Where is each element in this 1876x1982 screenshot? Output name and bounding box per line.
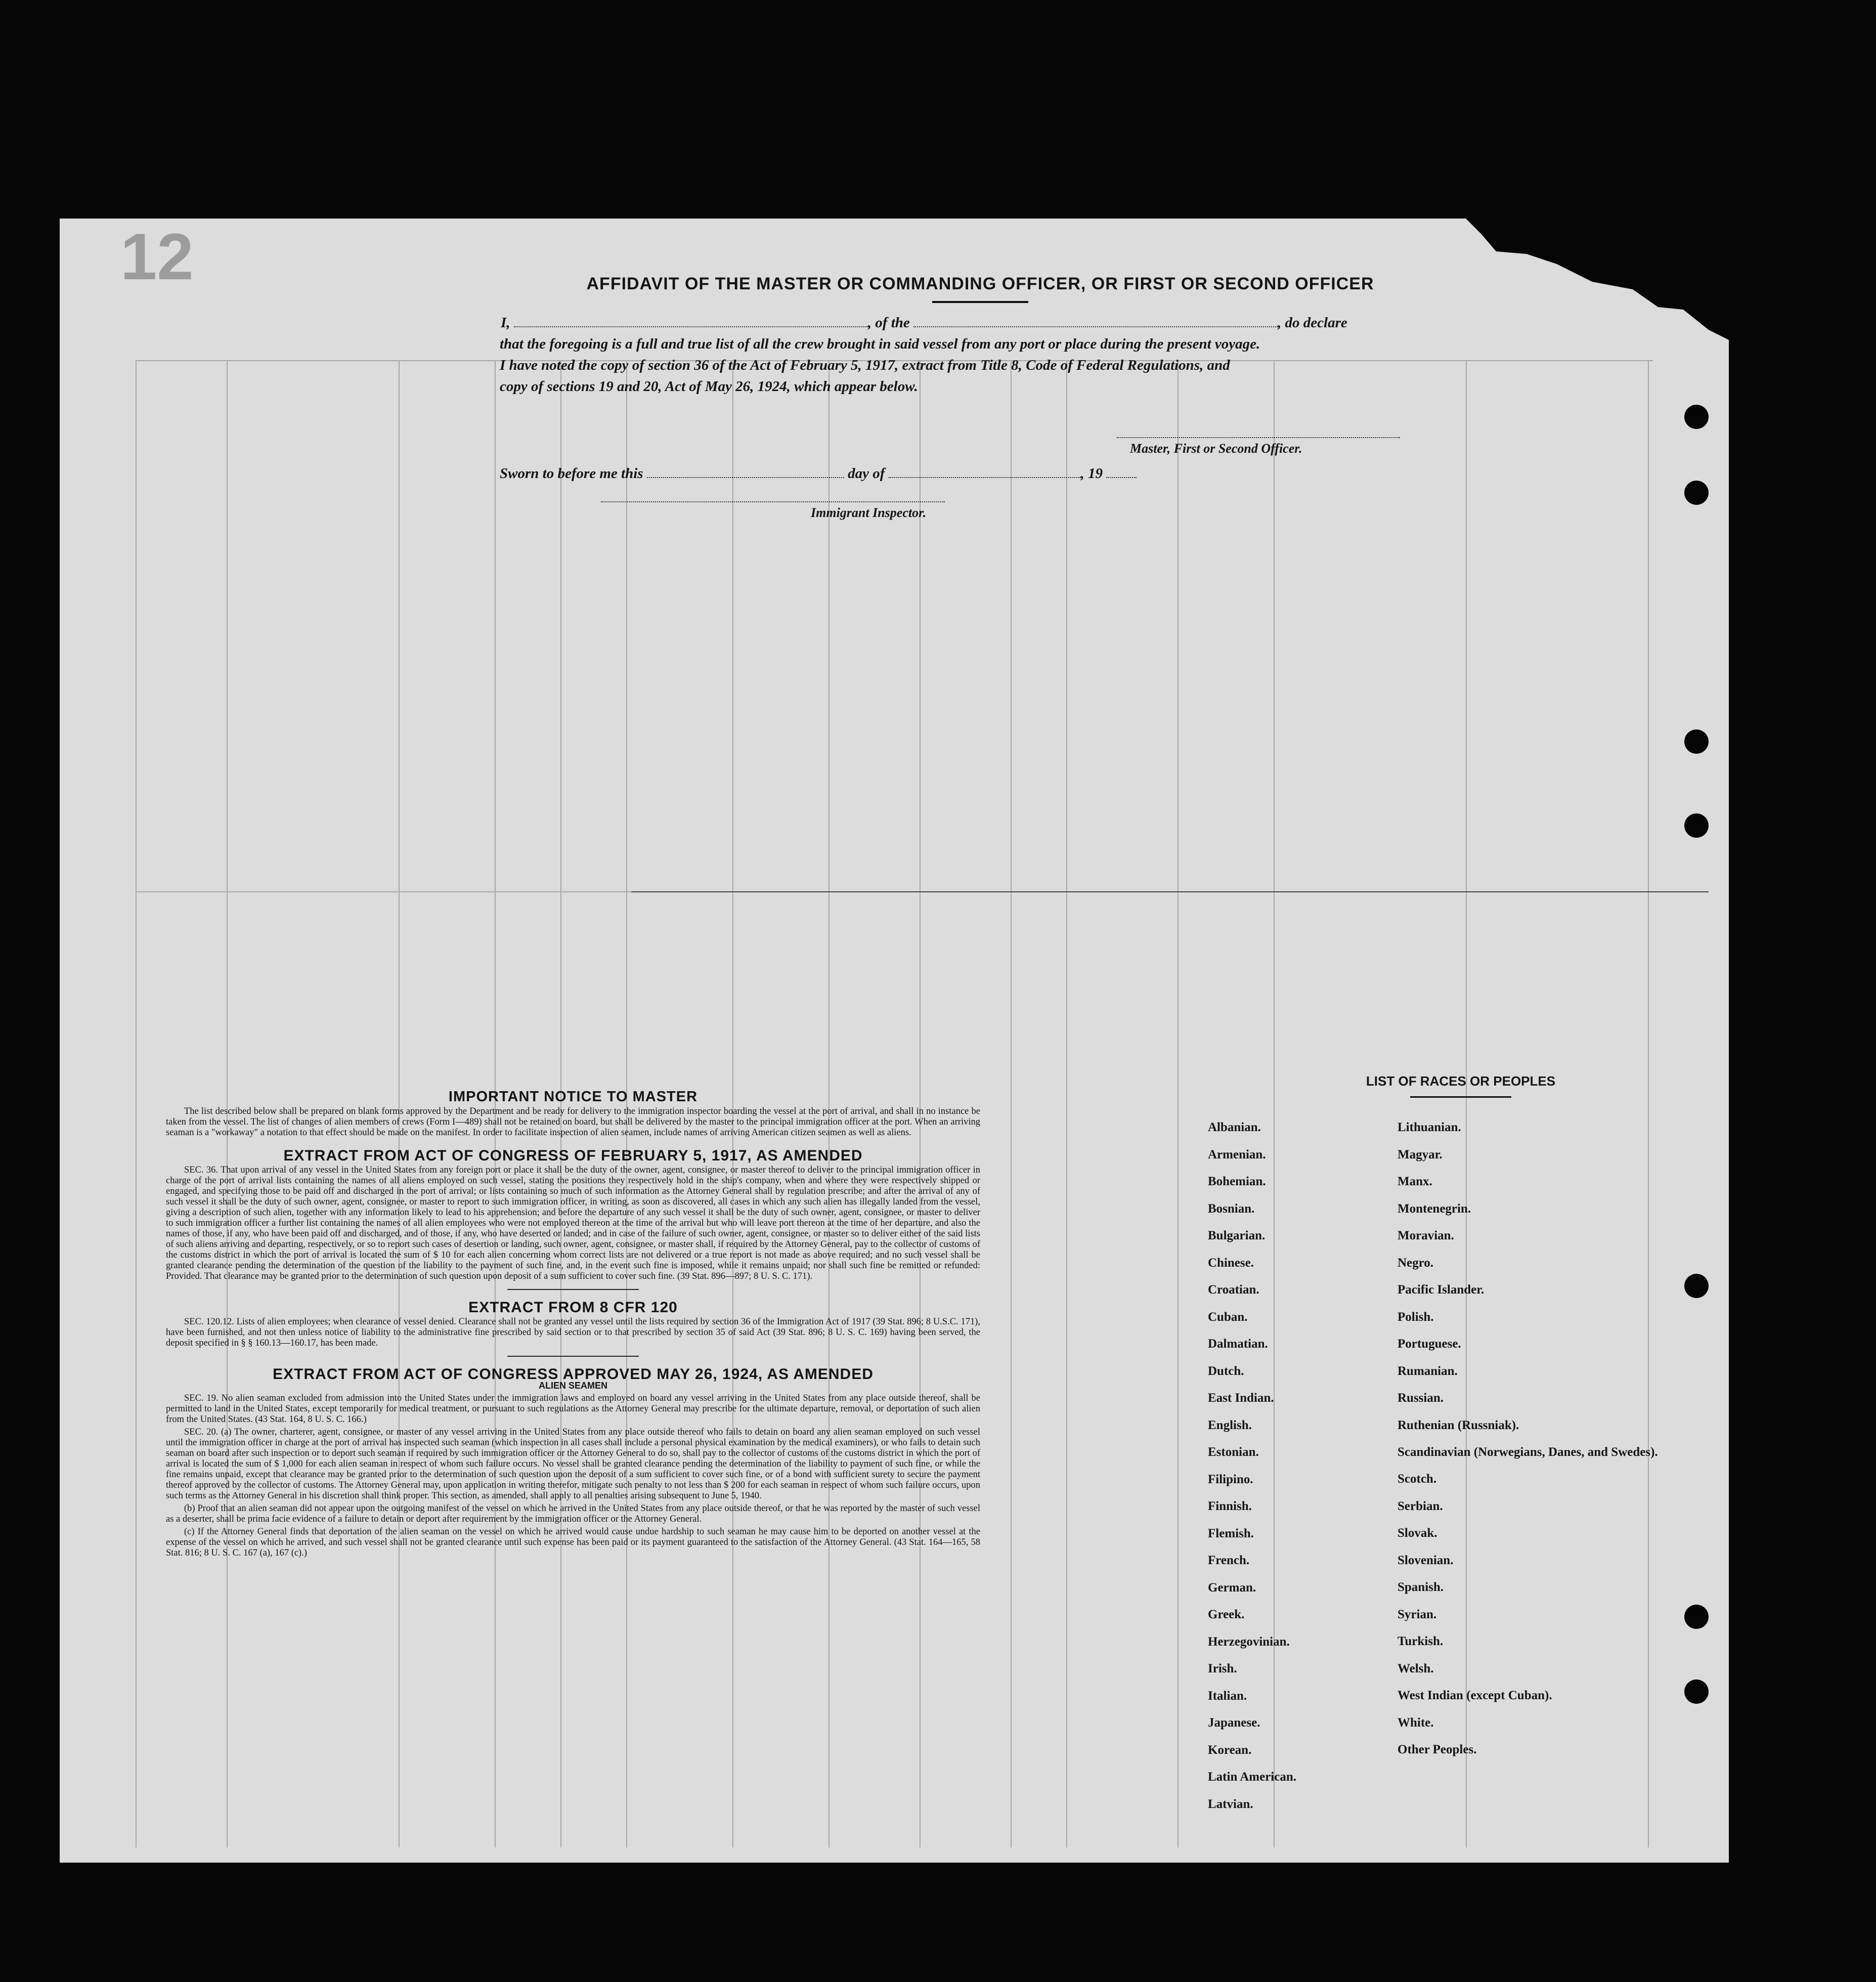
races-title-rule [1410,1096,1511,1098]
race-item: Spanish. [1398,1580,1444,1594]
extract-1924-subtitle: ALIEN SEAMEN [538,1381,607,1391]
race-item: Irish. [1208,1662,1237,1675]
races-left-column [1208,1114,1400,1818]
race-item: Pacific Islander. [1398,1283,1485,1297]
race-item: Magyar. [1398,1147,1443,1161]
race-item: Ruthenian (Russniak). [1398,1418,1519,1432]
notice-title: IMPORTANT NOTICE TO MASTER [448,1089,698,1105]
race-item: Japanese. [1208,1716,1260,1730]
race-item: Dutch. [1208,1364,1244,1378]
affidavit-section [500,274,1461,518]
title-rule [932,301,1028,303]
race-item: Flemish. [1208,1526,1254,1540]
affidavit-title: AFFIDAVIT OF THE MASTER OR COMMANDING OFFICER, OR FIRST OR SECOND OFFICER [586,274,1374,293]
race-item: German. [1208,1580,1256,1595]
race-item: Italian. [1208,1689,1247,1703]
race-item: Bohemian. [1208,1175,1266,1188]
race-item: Croatian. [1208,1283,1259,1297]
race-item: English. [1208,1418,1252,1432]
race-item: Scandinavian (Norwegians, Danes, and Swedes). [1398,1445,1658,1459]
notice-section [166,1089,980,1561]
extract-1917-body: SEC. 36. That upon arrival of any vessel in the United States from any foreign port or place it shall be the duty of the owner, agent, consignee, or master thereof to deliver to the principal immigration officer in charge of the port of arrival lists containing the names of all aliens employed on such vessel, stating the positions they respectively hold in the ship's company, when and where they were respectively shipped or engaged, and specifying those to be paid off and discharged in the port of arrival; or lists containing so much of such information as the Attorney General shall by regulation prescribe; and after the arrival of any of such vessel it shall be the duty of such owner, agent, consignee, or master to report to such immigration officer, in writing, as soon as discovered, all cases in which any such alien has illegally landed from the vessel, giving a description of such alien, together with any information likely to lead to his apprehension; and before the departure of any such vessel it shall be the duty of such owner, agent, consignee, or master to deliver to such immigration officer a further list containing the names of all alien employees who were not employed thereon at the time of the arrival but who will leave port thereon at the time of her departure, and also the names of those, if any, who have been paid off and discharged, and of those, if any, who have deserted or landed; and in case of the failure of such owner, agent, consignee, or master so to deliver either of the said lists of such aliens arriving and departing, respectively, or so to report such cases of desertion or landing, such owner, agent, consignee, or master shall, if required by the Attorney General, pay to the collector of customs of the customs district in which the port of arrival is located the sum of $ 10 for each alien concerning whom correct lists are not delivered or a true report is not made as above required; and no such vessel shall be granted clearance pending the determination of the question of the liability to the payment of such fine, and, in the event such fine is imposed, while it remains unpaid; nor shall such fine be remitted or refunded: Provided. That clearance may be granted prior to the determination of such question upon deposit of a sum sufficient to cover such fine. (39 Stat. 896—897; 8 U. S. C. 171). [166,1165,980,1281]
declaration-line-2: that the foregoing is a full and true list of all the crew brought in said vessel from any port or place during the present voyage. [500,336,1260,352]
race-item: Slovak. [1398,1526,1437,1540]
race-item: Korean. [1208,1743,1252,1757]
section-rule [507,1289,639,1290]
day-of-label: day of [848,465,885,482]
race-item: Rumanian. [1398,1364,1458,1378]
declaration-line-4: copy of sections 19 and 20, Act of May 26, 1924, which appear below. [500,378,918,395]
race-item: Polish. [1398,1310,1434,1324]
race-item: Portuguese. [1398,1337,1461,1351]
master-label: Master, First or Second Officer. [1130,441,1302,456]
race-item: Lithuanian. [1398,1121,1461,1134]
officer-name-field[interactable] [514,326,868,327]
race-item: Serbian. [1398,1499,1443,1513]
year-label: , 19 [1080,465,1103,482]
race-item: Finnish. [1208,1499,1252,1513]
sworn-year-field[interactable] [1106,477,1137,478]
extract-1924-title: EXTRACT FROM ACT OF CONGRESS APPROVED MAY 26, 1924, AS AMENDED [273,1366,874,1383]
race-item: East Indian. [1208,1391,1274,1405]
race-item: Greek. [1208,1608,1245,1621]
torn-corner [1466,219,1729,340]
races-title: LIST OF RACES OR PEOPLES [1366,1073,1556,1089]
of-the-label: , of the [867,315,910,331]
race-item: Estonian. [1208,1445,1259,1459]
race-item: Latvian. [1208,1797,1253,1811]
vessel-name-field[interactable] [913,326,1278,327]
race-item: Bosnian. [1208,1201,1255,1216]
race-item: Syrian. [1398,1607,1437,1621]
race-item: Welsh. [1398,1661,1434,1675]
manifest-sheet [60,219,1729,1863]
notice-body: The list described below shall be prepared on blank forms approved by the Department and be ready for delivery to the immigration inspector boarding the vessel at the port of arrival, and shall in no instance be taken from the vessel. The list of changes of alien members of crews (Form I—489) shall not be retained on board, but shall be delivered by the master to the principal immigration officer at the port. When an arriving seaman is a "workaway" a notation to that effect should be made on the manifest. In order to facilitate inspection of alien seamen, include names of arriving American citizen seamen as well as aliens. [166,1106,980,1138]
race-item: Bulgarian. [1208,1229,1266,1242]
race-item: Slovenian. [1398,1553,1454,1567]
race-item: Latin American. [1208,1770,1296,1784]
race-item: White. [1398,1715,1434,1730]
inspector-signature-line[interactable] [601,497,945,502]
declaration-line-3: I have noted the copy of section 36 of the Act of February 5, 1917, extract from Title 8, Code of Federal Regulations, and [500,357,1230,373]
race-item: Moravian. [1398,1229,1454,1242]
sec-20c-text: (c) If the Attorney General finds that deportation of the alien seaman on the vessel on which he arrived would cause undue hardship to such seaman he may cause him to be deported on another vessel at the expense of the vessel on which he arrived, and such vessel shall not be granted clearance until such expense has been paid or its payment guaranteed to the satisfaction of the Attorney General. (43 Stat. 164—165, 58 Stat. 816; 8 U. S. C. 167 (a), 167 (c).) [166,1527,980,1558]
races-right-column [1398,1114,1661,1763]
race-item: Montenegrin. [1398,1201,1471,1216]
race-item: Armenian. [1208,1147,1266,1161]
sworn-month-field[interactable] [889,477,1081,478]
sec-20a-text: SEC. 20. (a) The owner, charterer, agent, consignee, or master of any vessel arriving in the United States from any place outside thereof who fails to detain on board any alien seaman employed on such vessel until the immigration officer in charge at the port of arrival has inspected such seaman (which inspection in all cases shall include a personal physical examination by the medical examiners), or who fails to detain such seaman on board after such inspection or to deport such seaman if required by such immigration officer or the Attorney General to do so, shall pay to the collector of customs of the customs district in which the port of arrival is located the sum of $ 1,000 for each alien seaman in respect of whom such failure occurs. No vessel shall be granted clearance pending the determination of the liability to payment of such fine, or while the fine remains unpaid, except that clearance may be granted prior to the determination of such question upon the deposit of a sum sufficient to cover such fine, or of a bond with sufficient surety to secure the payment thereof approved by the collector of customs. The Attorney General may, upon application in writing therefor, mitigate such penalty to not less than $ 200 for each seaman in respect of whom such failure occurs, upon such terms as the Attorney General in his discretion shall think proper. This section, as amended, shall apply to all penalties arising subsequent to June 5, 1940. [166,1427,980,1501]
do-declare-label: , do declare [1278,315,1347,331]
race-item: Chinese. [1208,1256,1254,1270]
inspector-label: Immigrant Inspector. [811,505,927,520]
race-item: Cuban. [1208,1310,1248,1324]
races-section [1208,1073,1663,1811]
sec-19-text: SEC. 19. No alien seaman excluded from admission into the United States under the immigration laws and employed on board any vessel arriving in the United States from any place outside thereof, shall be permitted to land in the United States, except temporarily for medical treatment, or pursuant to such regulations as the Attorney General may prescribe for the ultimate departure, removal, or deportation of such alien from the United States. (43 Stat. 164, 8 U. S. C. 166.) [166,1393,980,1425]
extract-cfr-body: SEC. 120.12. Lists of alien employees; when clearance of vessel denied. Clearance shall not be granted any vessel until the lists required by section 36 of the Immigration Act of 1917 (39 Stat. 896; 8 U.S.C. 171), have been furnished, and not then unless notice of liability to the administrative fine prescribed by said section or to that prescribed by section 35 of said Act (39 Stat. 896; 8 U. S. C. 169) having been served, the deposit specified in § § 160.13—160.17, has been made. [166,1317,980,1348]
race-item: Albanian. [1208,1121,1261,1134]
race-item: Dalmatian. [1208,1337,1268,1351]
race-item: Manx. [1398,1175,1432,1188]
faint-sheet-number: 12 [120,220,194,293]
race-item: Scotch. [1398,1472,1437,1486]
race-item: Herzegovinian. [1208,1634,1290,1649]
race-item: Negro. [1398,1256,1434,1270]
sworn-day-field[interactable] [647,477,844,478]
i-label: I, [501,315,510,331]
race-item: French. [1208,1554,1250,1567]
extract-cfr-title: EXTRACT FROM 8 CFR 120 [468,1299,678,1316]
declaration-line [500,312,1461,333]
master-signature-line[interactable] [1117,427,1400,438]
race-item: Russian. [1398,1391,1444,1405]
sworn-line [500,463,1461,484]
extract-1917-title: EXTRACT FROM ACT OF CONGRESS OF FEBRUARY 5, 1917, AS AMENDED [283,1147,863,1164]
race-item: Other Peoples. [1398,1743,1477,1756]
section-rule [507,1356,639,1357]
sworn-label: Sworn to before me this [500,465,643,482]
race-item: Filipino. [1208,1472,1253,1486]
sec-20b-text: (b) Proof that an alien seaman did not appear upon the outgoing manifest of the vessel on which he arrived in the United States from any place outside thereof, or that he was reported by the master of such vessel as a deserter, shall be prima facie evidence of a failure to detain or deport after requirement by the immigration officer or the Attorney General. [166,1503,980,1524]
race-item: Turkish. [1398,1634,1444,1648]
race-item: West Indian (except Cuban). [1398,1689,1552,1702]
